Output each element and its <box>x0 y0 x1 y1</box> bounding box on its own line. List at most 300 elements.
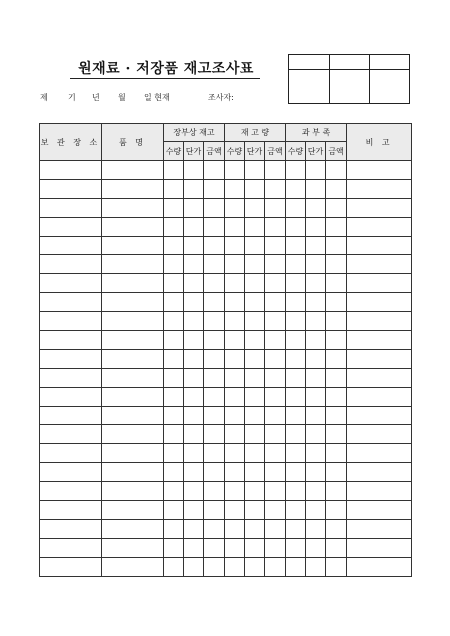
table-cell[interactable] <box>326 236 347 255</box>
table-cell[interactable] <box>347 217 412 236</box>
table-cell[interactable] <box>265 274 286 293</box>
table-cell[interactable] <box>225 217 245 236</box>
table-cell[interactable] <box>102 501 164 520</box>
table-cell[interactable] <box>204 217 225 236</box>
table-cell[interactable] <box>164 425 184 444</box>
table-cell[interactable] <box>184 293 204 312</box>
table-cell[interactable] <box>204 519 225 538</box>
table-cell[interactable] <box>102 179 164 198</box>
table-cell[interactable] <box>265 519 286 538</box>
table-cell[interactable] <box>184 406 204 425</box>
table-cell[interactable] <box>245 444 265 463</box>
header-diff-qty: 수량 <box>286 142 306 161</box>
table-cell[interactable] <box>245 368 265 387</box>
table-cell[interactable] <box>204 406 225 425</box>
table-cell[interactable] <box>225 331 245 350</box>
table-cell[interactable] <box>184 463 204 482</box>
header-book-amount: 금액 <box>204 142 225 161</box>
table-cell[interactable] <box>306 312 326 331</box>
table-cell[interactable] <box>225 312 245 331</box>
table-cell[interactable] <box>164 161 184 180</box>
title-underline <box>70 78 260 79</box>
table-cell[interactable] <box>225 274 245 293</box>
table-cell[interactable] <box>347 274 412 293</box>
table-cell[interactable] <box>326 312 347 331</box>
table-cell[interactable] <box>245 255 265 274</box>
table-row <box>40 293 412 312</box>
table-cell[interactable] <box>306 368 326 387</box>
table-cell[interactable] <box>102 331 164 350</box>
table-cell[interactable] <box>184 161 204 180</box>
header-stock-quantity: 재 고 량 <box>225 124 286 142</box>
table-cell[interactable] <box>225 557 245 576</box>
table-cell[interactable] <box>347 519 412 538</box>
table-cell[interactable] <box>347 557 412 576</box>
table-cell[interactable] <box>347 387 412 406</box>
header-item-name: 품 명 <box>102 124 164 161</box>
table-cell[interactable] <box>225 161 245 180</box>
table-cell[interactable] <box>102 349 164 368</box>
table-cell[interactable] <box>286 293 306 312</box>
table-cell[interactable] <box>204 274 225 293</box>
table-cell[interactable] <box>245 501 265 520</box>
table-cell[interactable] <box>40 425 102 444</box>
table-cell[interactable] <box>204 293 225 312</box>
table-cell[interactable] <box>184 425 204 444</box>
table-cell[interactable] <box>347 331 412 350</box>
table-cell[interactable] <box>102 463 164 482</box>
table-cell[interactable] <box>102 482 164 501</box>
table-cell[interactable] <box>225 236 245 255</box>
table-cell[interactable] <box>225 368 245 387</box>
table-cell[interactable] <box>102 161 164 180</box>
table-cell[interactable] <box>286 255 306 274</box>
table-cell[interactable] <box>306 255 326 274</box>
table-cell[interactable] <box>326 557 347 576</box>
table-cell[interactable] <box>347 425 412 444</box>
table-cell[interactable] <box>286 312 306 331</box>
table-cell[interactable] <box>164 519 184 538</box>
table-cell[interactable] <box>265 368 286 387</box>
surveyor-label: 조사자: <box>208 93 234 102</box>
table-cell[interactable] <box>40 482 102 501</box>
table-cell[interactable] <box>306 387 326 406</box>
table-cell[interactable] <box>184 482 204 501</box>
table-cell[interactable] <box>225 444 245 463</box>
table-cell[interactable] <box>245 198 265 217</box>
table-cell[interactable] <box>326 255 347 274</box>
table-cell[interactable] <box>184 274 204 293</box>
table-cell[interactable] <box>326 293 347 312</box>
table-cell[interactable] <box>40 236 102 255</box>
table-cell[interactable] <box>184 312 204 331</box>
table-cell[interactable] <box>40 557 102 576</box>
table-cell[interactable] <box>326 387 347 406</box>
table-cell[interactable] <box>265 255 286 274</box>
table-cell[interactable] <box>347 444 412 463</box>
table-cell[interactable] <box>164 387 184 406</box>
date-day-label: 일 현재 <box>144 93 170 102</box>
table-cell[interactable] <box>306 501 326 520</box>
header-book-price: 단가 <box>184 142 204 161</box>
table-cell[interactable] <box>306 236 326 255</box>
table-cell[interactable] <box>326 179 347 198</box>
table-cell[interactable] <box>40 331 102 350</box>
table-cell[interactable] <box>245 331 265 350</box>
table-cell[interactable] <box>40 161 102 180</box>
table-cell[interactable] <box>225 406 245 425</box>
table-cell[interactable] <box>265 463 286 482</box>
table-cell[interactable] <box>225 463 245 482</box>
table-cell[interactable] <box>204 501 225 520</box>
table-cell[interactable] <box>164 179 184 198</box>
table-cell[interactable] <box>286 217 306 236</box>
table-cell[interactable] <box>347 368 412 387</box>
table-cell[interactable] <box>245 482 265 501</box>
table-cell[interactable] <box>265 217 286 236</box>
table-cell[interactable] <box>164 198 184 217</box>
table-cell[interactable] <box>265 557 286 576</box>
table-cell[interactable] <box>164 274 184 293</box>
table-cell[interactable] <box>164 293 184 312</box>
table-cell[interactable] <box>306 331 326 350</box>
table-cell[interactable] <box>184 236 204 255</box>
table-cell[interactable] <box>286 444 306 463</box>
table-cell[interactable] <box>306 217 326 236</box>
table-cell[interactable] <box>286 557 306 576</box>
table-cell[interactable] <box>40 519 102 538</box>
table-cell[interactable] <box>164 349 184 368</box>
table-cell[interactable] <box>225 255 245 274</box>
table-cell[interactable] <box>265 538 286 557</box>
table-cell[interactable] <box>347 255 412 274</box>
table-cell[interactable] <box>245 519 265 538</box>
table-cell[interactable] <box>265 312 286 331</box>
table-cell[interactable] <box>102 236 164 255</box>
table-cell[interactable] <box>347 463 412 482</box>
table-cell[interactable] <box>245 293 265 312</box>
header-stock-price: 단가 <box>245 142 265 161</box>
table-cell[interactable] <box>102 274 164 293</box>
table-cell[interactable] <box>306 425 326 444</box>
table-cell[interactable] <box>347 179 412 198</box>
table-cell[interactable] <box>225 293 245 312</box>
table-cell[interactable] <box>306 444 326 463</box>
table-cell[interactable] <box>204 161 225 180</box>
table-cell[interactable] <box>245 217 265 236</box>
table-cell[interactable] <box>286 331 306 350</box>
table-cell[interactable] <box>306 406 326 425</box>
table-cell[interactable] <box>102 198 164 217</box>
table-cell[interactable] <box>347 538 412 557</box>
table-cell[interactable] <box>102 406 164 425</box>
table-cell[interactable] <box>286 349 306 368</box>
table-cell[interactable] <box>265 501 286 520</box>
table-cell[interactable] <box>347 482 412 501</box>
page-title: 원재료 · 저장품 재고조사표 <box>78 61 254 77</box>
table-cell[interactable] <box>265 387 286 406</box>
table-cell[interactable] <box>102 368 164 387</box>
table-cell[interactable] <box>306 557 326 576</box>
table-cell[interactable] <box>164 331 184 350</box>
table-cell[interactable] <box>102 312 164 331</box>
table-cell[interactable] <box>265 444 286 463</box>
table-cell[interactable] <box>245 557 265 576</box>
table-cell[interactable] <box>265 349 286 368</box>
table-cell[interactable] <box>347 312 412 331</box>
table-cell[interactable] <box>265 482 286 501</box>
table-cell[interactable] <box>286 425 306 444</box>
table-cell[interactable] <box>184 368 204 387</box>
table-row <box>40 538 412 557</box>
table-cell[interactable] <box>286 482 306 501</box>
table-cell[interactable] <box>306 179 326 198</box>
table-cell[interactable] <box>326 217 347 236</box>
table-cell[interactable] <box>204 463 225 482</box>
table-cell[interactable] <box>306 349 326 368</box>
table-cell[interactable] <box>164 312 184 331</box>
table-row <box>40 161 412 180</box>
table-cell[interactable] <box>265 331 286 350</box>
table-cell[interactable] <box>225 519 245 538</box>
date-month-label: 월 <box>118 93 126 102</box>
header-diff-price: 단가 <box>306 142 326 161</box>
table-cell[interactable] <box>40 406 102 425</box>
table-cell[interactable] <box>40 274 102 293</box>
table-cell[interactable] <box>326 406 347 425</box>
table-cell[interactable] <box>245 387 265 406</box>
table-cell[interactable] <box>164 368 184 387</box>
header-location: 보 관 장 소 <box>40 124 102 161</box>
table-cell[interactable] <box>184 519 204 538</box>
table-cell[interactable] <box>40 444 102 463</box>
table-cell[interactable] <box>204 482 225 501</box>
table-cell[interactable] <box>102 293 164 312</box>
table-cell[interactable] <box>164 557 184 576</box>
table-cell[interactable] <box>286 274 306 293</box>
table-header-row-1 <box>40 124 412 142</box>
table-cell[interactable] <box>265 425 286 444</box>
table-cell[interactable] <box>306 482 326 501</box>
table-cell[interactable] <box>265 293 286 312</box>
table-cell[interactable] <box>164 482 184 501</box>
table-cell[interactable] <box>204 425 225 444</box>
table-cell[interactable] <box>40 255 102 274</box>
table-cell[interactable] <box>164 444 184 463</box>
table-cell[interactable] <box>40 293 102 312</box>
table-cell[interactable] <box>102 425 164 444</box>
table-row <box>40 444 412 463</box>
table-cell[interactable] <box>306 519 326 538</box>
table-cell[interactable] <box>245 179 265 198</box>
table-cell[interactable] <box>245 425 265 444</box>
table-row <box>40 501 412 520</box>
table-cell[interactable] <box>184 217 204 236</box>
header-surplus-deficit: 과 부 족 <box>286 124 347 142</box>
table-cell[interactable] <box>184 557 204 576</box>
table-cell[interactable] <box>40 463 102 482</box>
table-cell[interactable] <box>286 538 306 557</box>
table-cell[interactable] <box>204 198 225 217</box>
table-cell[interactable] <box>347 198 412 217</box>
table-cell[interactable] <box>347 161 412 180</box>
table-cell[interactable] <box>326 501 347 520</box>
table-cell[interactable] <box>245 538 265 557</box>
table-cell[interactable] <box>204 538 225 557</box>
table-cell[interactable] <box>204 444 225 463</box>
approval-col-divider-2 <box>369 55 370 103</box>
table-cell[interactable] <box>225 179 245 198</box>
table-cell[interactable] <box>164 255 184 274</box>
table-cell[interactable] <box>265 236 286 255</box>
table-cell[interactable] <box>164 217 184 236</box>
table-cell[interactable] <box>204 312 225 331</box>
table-cell[interactable] <box>225 482 245 501</box>
table-cell[interactable] <box>184 179 204 198</box>
table-cell[interactable] <box>326 368 347 387</box>
table-cell[interactable] <box>245 463 265 482</box>
table-cell[interactable] <box>265 161 286 180</box>
table-cell[interactable] <box>204 179 225 198</box>
table-cell[interactable] <box>347 293 412 312</box>
table-cell[interactable] <box>326 425 347 444</box>
approval-col-divider-1 <box>329 55 330 103</box>
table-cell[interactable] <box>40 217 102 236</box>
table-cell[interactable] <box>40 312 102 331</box>
table-cell[interactable] <box>184 538 204 557</box>
table-cell[interactable] <box>102 519 164 538</box>
table-cell[interactable] <box>286 463 306 482</box>
table-row <box>40 368 412 387</box>
header-remarks: 비 고 <box>347 124 412 161</box>
table-cell[interactable] <box>40 179 102 198</box>
table-cell[interactable] <box>286 198 306 217</box>
table-cell[interactable] <box>225 538 245 557</box>
table-cell[interactable] <box>164 406 184 425</box>
table-cell[interactable] <box>184 331 204 350</box>
table-cell[interactable] <box>204 255 225 274</box>
table-cell[interactable] <box>102 217 164 236</box>
table-cell[interactable] <box>286 501 306 520</box>
table-cell[interactable] <box>225 501 245 520</box>
table-cell[interactable] <box>164 236 184 255</box>
table-cell[interactable] <box>184 444 204 463</box>
table-cell[interactable] <box>225 387 245 406</box>
table-cell[interactable] <box>306 293 326 312</box>
table-cell[interactable] <box>164 501 184 520</box>
table-cell[interactable] <box>306 538 326 557</box>
table-cell[interactable] <box>347 406 412 425</box>
table-row <box>40 463 412 482</box>
table-cell[interactable] <box>245 274 265 293</box>
table-cell[interactable] <box>286 236 306 255</box>
table-cell[interactable] <box>184 387 204 406</box>
table-cell[interactable] <box>265 198 286 217</box>
table-cell[interactable] <box>245 312 265 331</box>
table-cell[interactable] <box>204 387 225 406</box>
table-body <box>40 161 412 577</box>
table-cell[interactable] <box>326 274 347 293</box>
table-cell[interactable] <box>326 538 347 557</box>
table-cell[interactable] <box>204 236 225 255</box>
table-cell[interactable] <box>347 501 412 520</box>
table-cell[interactable] <box>326 444 347 463</box>
table-cell[interactable] <box>204 331 225 350</box>
table-cell[interactable] <box>286 406 306 425</box>
table-cell[interactable] <box>184 198 204 217</box>
table-cell[interactable] <box>347 349 412 368</box>
table-cell[interactable] <box>225 198 245 217</box>
table-row <box>40 217 412 236</box>
table-cell[interactable] <box>225 425 245 444</box>
table-cell[interactable] <box>286 519 306 538</box>
date-term-label: 제 <box>40 93 48 102</box>
table-cell[interactable] <box>204 349 225 368</box>
table-cell[interactable] <box>306 274 326 293</box>
table-cell[interactable] <box>102 444 164 463</box>
table-cell[interactable] <box>40 368 102 387</box>
table-cell[interactable] <box>265 406 286 425</box>
table-cell[interactable] <box>326 161 347 180</box>
table-cell[interactable] <box>306 198 326 217</box>
table-cell[interactable] <box>326 482 347 501</box>
table-cell[interactable] <box>286 387 306 406</box>
table-cell[interactable] <box>326 331 347 350</box>
table-cell[interactable] <box>265 179 286 198</box>
table-cell[interactable] <box>102 255 164 274</box>
table-cell[interactable] <box>102 557 164 576</box>
table-cell[interactable] <box>245 161 265 180</box>
table-cell[interactable] <box>225 349 245 368</box>
approval-box <box>288 54 410 104</box>
table-cell[interactable] <box>184 349 204 368</box>
table-cell[interactable] <box>40 349 102 368</box>
table-cell[interactable] <box>184 255 204 274</box>
inventory-table <box>39 123 412 577</box>
table-cell[interactable] <box>102 387 164 406</box>
table-cell[interactable] <box>102 538 164 557</box>
table-cell[interactable] <box>306 463 326 482</box>
table-cell[interactable] <box>286 161 306 180</box>
date-period-label: 기 <box>68 93 76 102</box>
table-cell[interactable] <box>245 349 265 368</box>
table-cell[interactable] <box>306 161 326 180</box>
table-row <box>40 274 412 293</box>
table-cell[interactable] <box>40 387 102 406</box>
table-cell[interactable] <box>40 501 102 520</box>
table-cell[interactable] <box>164 538 184 557</box>
table-cell[interactable] <box>245 406 265 425</box>
table-cell[interactable] <box>286 179 306 198</box>
table-cell[interactable] <box>286 368 306 387</box>
table-row <box>40 198 412 217</box>
table-cell[interactable] <box>245 236 265 255</box>
table-cell[interactable] <box>326 349 347 368</box>
table-cell[interactable] <box>184 501 204 520</box>
table-cell[interactable] <box>326 519 347 538</box>
table-cell[interactable] <box>204 557 225 576</box>
header-stock-qty: 수량 <box>225 142 245 161</box>
table-cell[interactable] <box>347 236 412 255</box>
table-cell[interactable] <box>326 463 347 482</box>
table-cell[interactable] <box>40 538 102 557</box>
table-cell[interactable] <box>164 463 184 482</box>
table-row <box>40 425 412 444</box>
table-cell[interactable] <box>326 198 347 217</box>
table-row <box>40 255 412 274</box>
table-cell[interactable] <box>204 368 225 387</box>
table-cell[interactable] <box>40 198 102 217</box>
